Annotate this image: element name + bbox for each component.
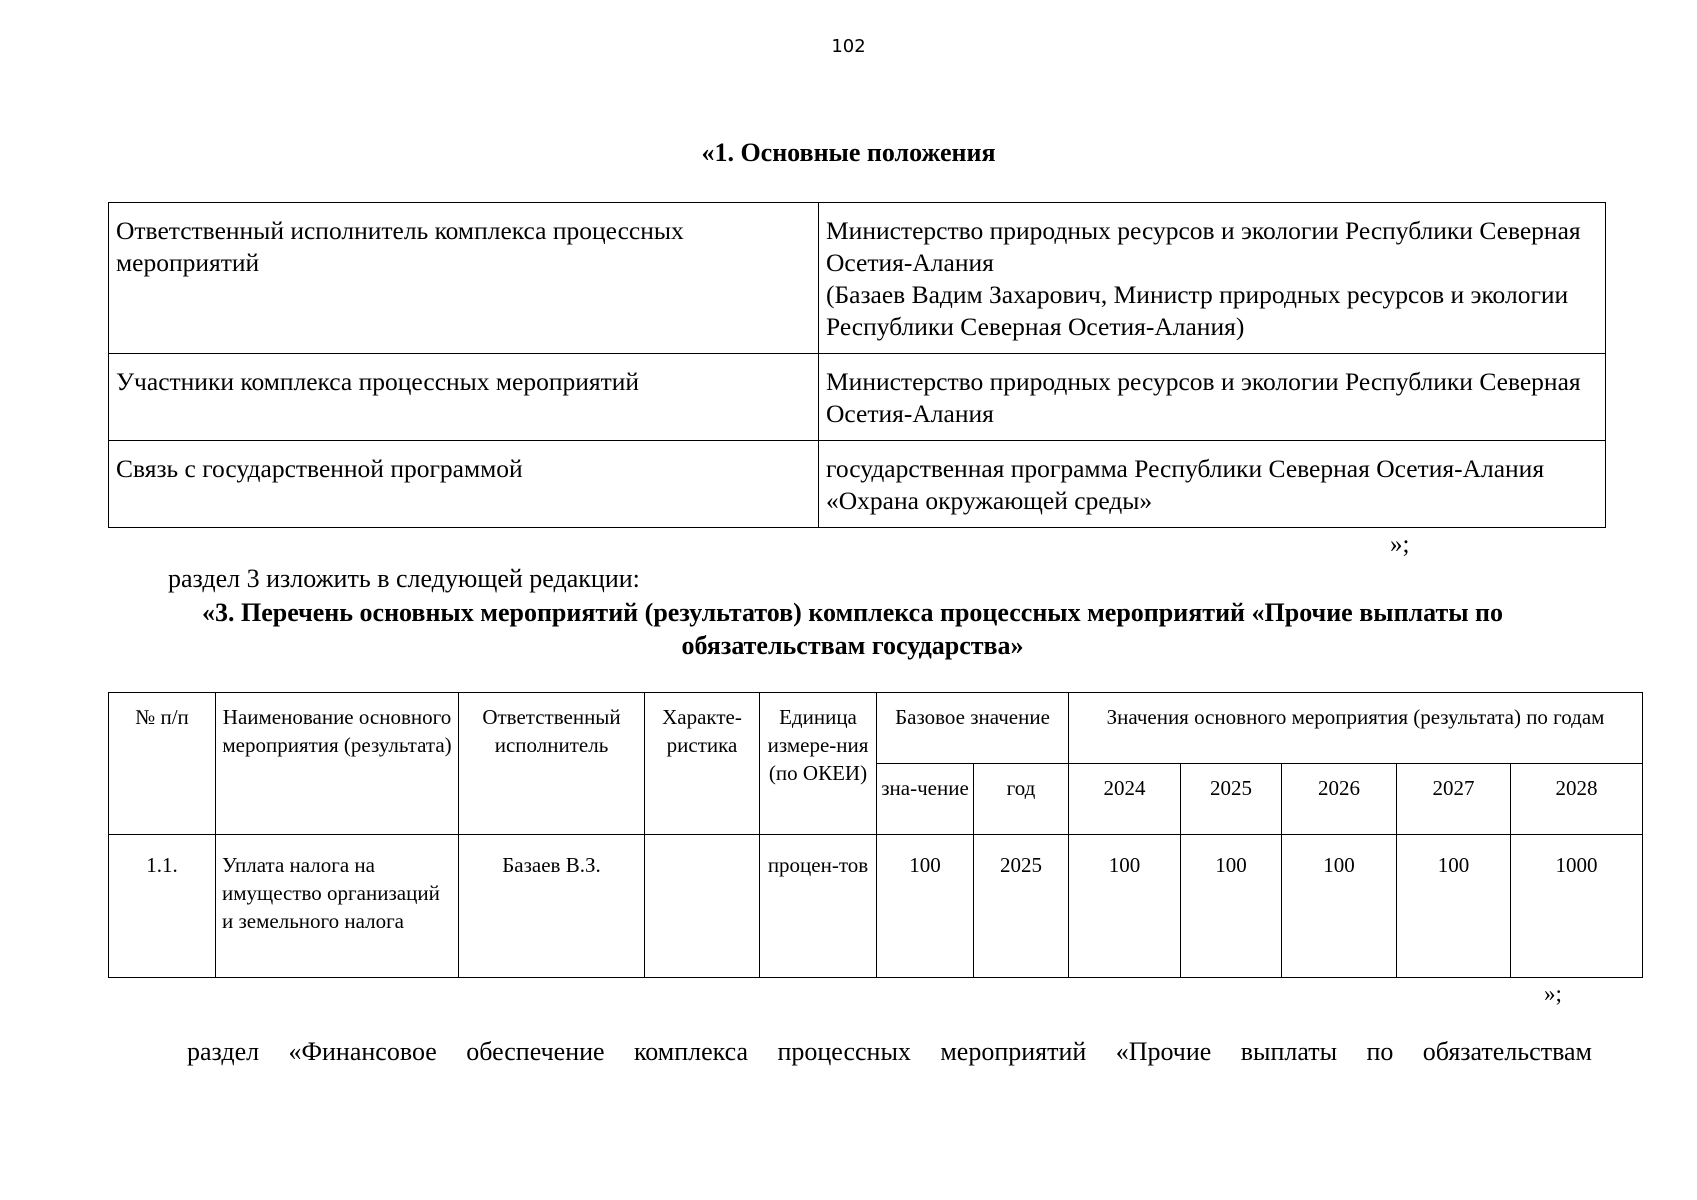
row-value: государственная программа Республики Северная Осетия-Алания «Охрана окружающей среды»: [819, 441, 1606, 528]
cell-name: Уплата налога на имущество организаций и земельного налога: [216, 835, 459, 978]
table-row: [109, 354, 1606, 441]
cell-base-year: 2025: [974, 835, 1069, 978]
section-3-title: «3. Перечень основных мероприятий (результатов) комплекса процессных мероприятий «Прочие выплаты по обязательствам государства»: [201, 598, 1504, 660]
header-base-year: год: [974, 764, 1069, 835]
row-label: Связь с государственной программой: [109, 441, 819, 528]
header-name: Наименование основного мероприятия (результата): [216, 693, 459, 835]
cell-responsible: Базаев В.З.: [459, 835, 645, 978]
header-year: 2024: [1069, 764, 1181, 835]
row-value: Министерство природных ресурсов и экологии Республики Северная Осетия-Алания: [819, 354, 1606, 441]
header-num: № п/п: [109, 693, 216, 835]
basic-provisions-table: [108, 202, 1606, 528]
header-base: Базовое значение: [877, 693, 1069, 764]
header-unit: Единица измере-ния (по ОКЕИ): [760, 693, 877, 835]
header-characteristic: Характе-ристика: [645, 693, 760, 835]
row-label: Ответственный исполнитель комплекса процессных мероприятий: [109, 203, 819, 354]
table-row: [109, 835, 1643, 978]
section-3-intro: раздел 3 изложить в следующей редакции:: [168, 564, 640, 593]
header-year: 2025: [1181, 764, 1282, 835]
cell-year-value: 1000: [1511, 835, 1643, 978]
paragraph-text: раздел «Финансовое обеспечение комплекса процессных мероприятий «Прочие выплаты по обязательствам: [187, 1037, 1592, 1066]
cell-num: 1.1.: [109, 835, 216, 978]
header-row: [109, 693, 1643, 764]
cell-year-value: 100: [1069, 835, 1181, 978]
cell-unit: процен-тов: [760, 835, 877, 978]
header-year: 2026: [1282, 764, 1397, 835]
header-responsible: Ответственный исполнитель: [459, 693, 645, 835]
quote-closer: »;: [1544, 981, 1562, 1006]
cell-year-value: 100: [1181, 835, 1282, 978]
cell-year-value: 100: [1397, 835, 1511, 978]
table-row: [109, 203, 1606, 354]
header-by-years: Значения основного мероприятия (результата) по годам: [1069, 693, 1643, 764]
section-1-title: «1. Основные положения: [701, 138, 996, 167]
header-year: 2027: [1397, 764, 1511, 835]
cell-base-value: 100: [877, 835, 974, 978]
measures-table: [108, 692, 1643, 978]
table-row: [109, 441, 1606, 528]
page-number: 102: [831, 36, 866, 57]
row-value: Министерство природных ресурсов и экологии Республики Северная Осетия-Алания (Базаев Вадим Захарович, Министр природных ресурсов и экологии Республики Северная Осетия-Алания): [819, 203, 1606, 354]
quote-closer: »;: [1390, 531, 1410, 558]
cell-characteristic: [645, 835, 760, 978]
row-label: Участники комплекса процессных мероприятий: [109, 354, 819, 441]
header-base-value: зна-чение: [877, 764, 974, 835]
header-year: 2028: [1511, 764, 1643, 835]
cell-year-value: 100: [1282, 835, 1397, 978]
